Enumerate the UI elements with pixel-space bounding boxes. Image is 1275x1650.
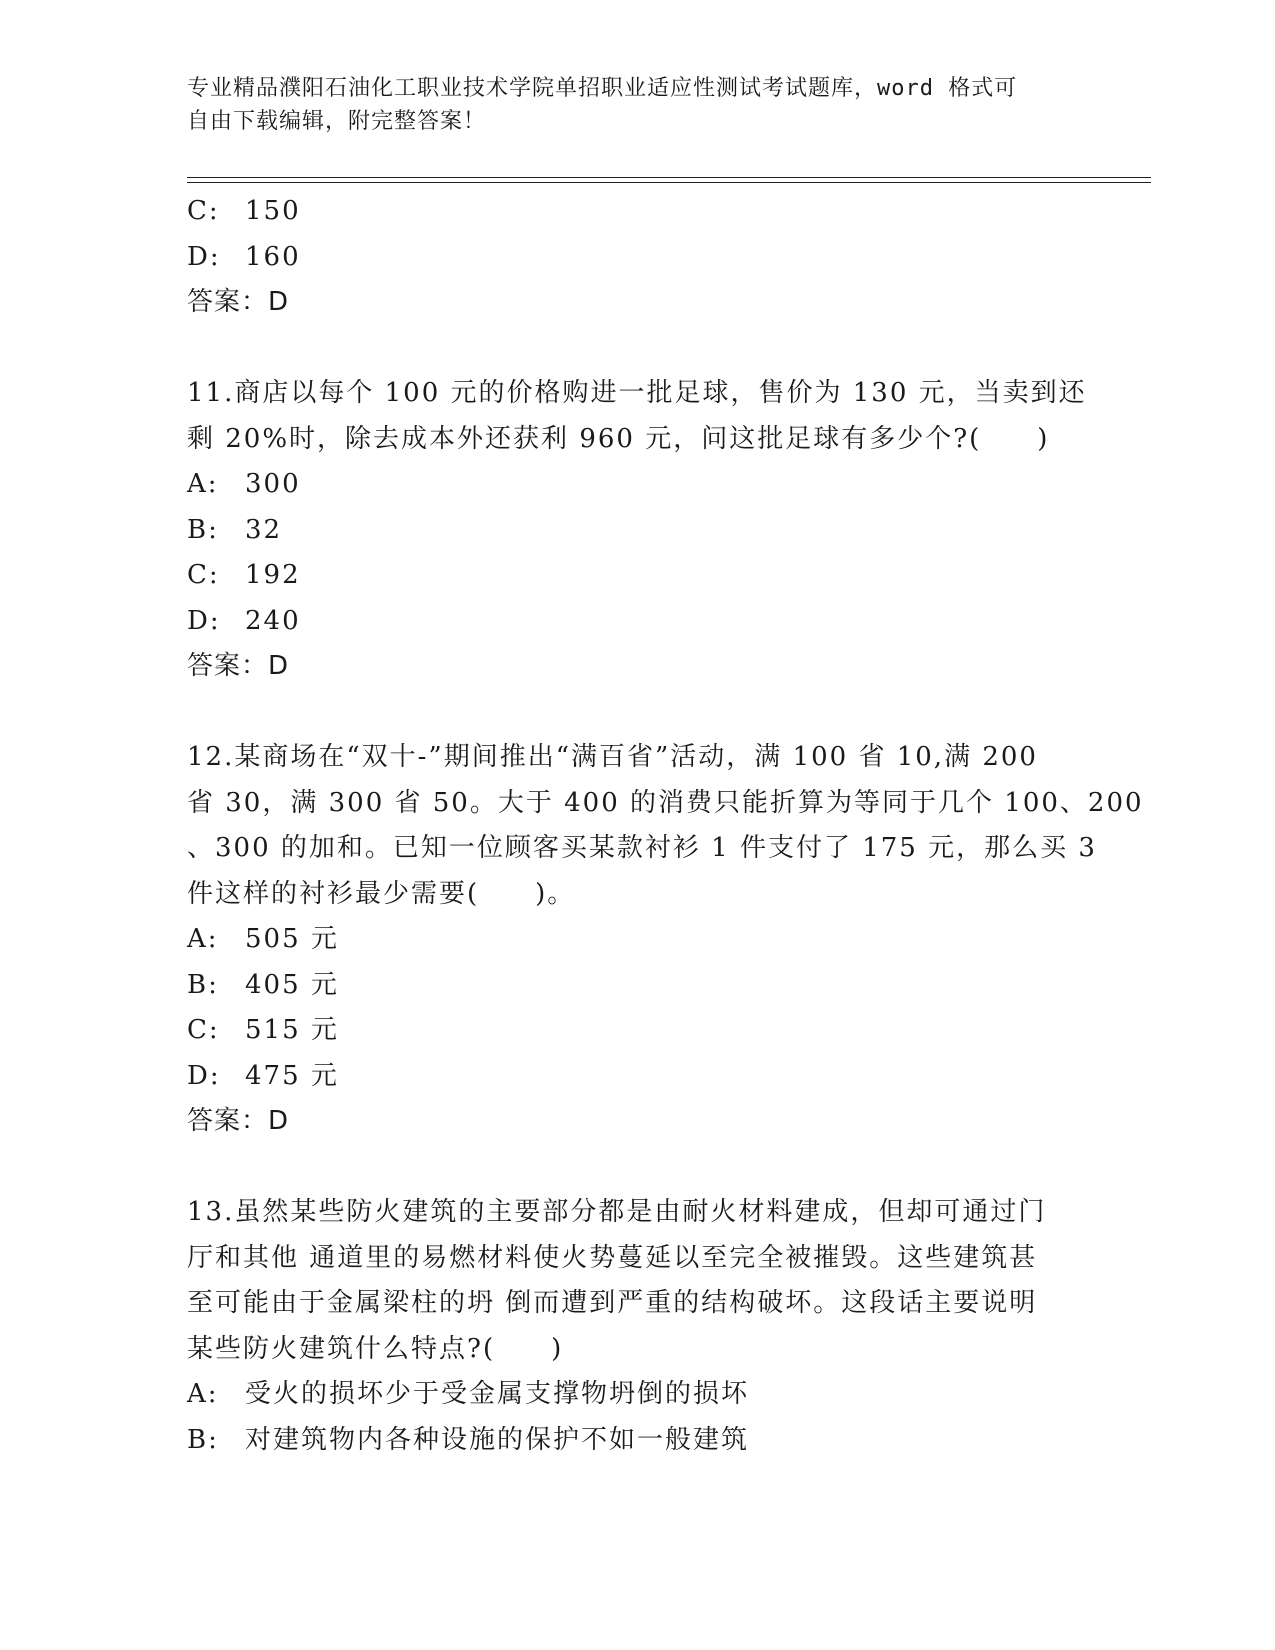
option-b: [187, 1418, 1087, 1464]
header-rule-top: [187, 177, 1151, 178]
answer-line: 答案：D: [187, 651, 290, 681]
option-text: 405 元: [245, 969, 339, 1000]
option-text: 160: [245, 241, 301, 272]
option-text: 240: [245, 605, 301, 636]
question-stem: [187, 735, 1144, 917]
question-13: [187, 1190, 1087, 1463]
spacer: [187, 1145, 1087, 1191]
spacer: [187, 326, 1087, 372]
option-text: 300: [245, 469, 301, 499]
question-stem: [187, 371, 1087, 462]
option-letter: D:: [187, 1060, 221, 1091]
option-d: [187, 599, 1087, 645]
option-text: 150: [245, 196, 301, 226]
question-12: [187, 735, 1144, 1145]
option-text: 475 元: [245, 1060, 339, 1091]
page-header: [187, 72, 1087, 138]
stem-line: 至可能由于金属梁柱的坍 倒而遭到严重的结构破坏。这段话主要说明: [187, 1288, 1038, 1318]
option-text: 515 元: [245, 1015, 339, 1045]
option-letter: B:: [187, 969, 219, 1000]
header-rule-bottom: [187, 182, 1151, 183]
option-letter: B:: [187, 1424, 219, 1455]
option-letter: B:: [187, 514, 219, 545]
option-letter: D:: [187, 605, 221, 636]
option-a: [187, 462, 1087, 508]
option-text: 192: [245, 560, 301, 590]
stem-line: 省 30，满 300 省 50。大于 400 的消费只能折算为等同于几个 100、200: [187, 787, 1144, 818]
option-text: 32: [245, 514, 283, 545]
option-c: [187, 189, 1087, 235]
question-11: [187, 371, 1087, 690]
option-d: [187, 235, 1087, 281]
header-line-2: 自由下载编辑，附完整答案！: [187, 109, 487, 134]
answer-line: 答案：D: [187, 287, 290, 317]
stem-line: 13.虽然某些防火建筑的主要部分都是由耐火材料建成，但却可通过门: [187, 1197, 1047, 1227]
option-letter: C:: [187, 196, 220, 226]
option-a: [187, 917, 1087, 963]
option-letter: D:: [187, 241, 221, 272]
answer-line: 答案：D: [187, 1106, 290, 1136]
stem-line: 件这样的衬衫最少需要( )。: [187, 878, 576, 909]
option-text: 受火的损坏少于受金属支撑物坍倒的损坏: [245, 1379, 750, 1409]
option-letter: A:: [187, 469, 219, 499]
option-letter: C:: [187, 560, 220, 590]
stem-line: 厅和其他 通道里的易燃材料使火势蔓延以至完全被摧毁。这些建筑甚: [187, 1242, 1038, 1273]
option-a: [187, 1372, 1087, 1418]
header-line-1: 专业精品濮阳石油化工职业技术学院单招职业适应性测试考试题库，word 格式可: [187, 76, 1018, 101]
stem-line: 、300 的加和。已知一位顾客买某款衬衫 1 件支付了 175 元，那么买 3: [187, 833, 1097, 863]
option-letter: A:: [187, 1379, 219, 1409]
option-b: [187, 963, 1087, 1009]
option-c: [187, 1008, 1087, 1054]
stem-line: 剩 20%时，除去成本外还获利 960 元，问这批足球有多少个?( ): [187, 423, 1050, 454]
option-text: 505 元: [245, 924, 339, 954]
stem-line: 某些防火建筑什么特点?( ): [187, 1333, 564, 1364]
option-text: 对建筑物内各种设施的保护不如一般建筑: [245, 1424, 750, 1455]
stem-line: 12.某商场在“双十-”期间推出“满百省”活动，满 100 省 10,满 200: [187, 742, 1038, 772]
question-stem: [187, 1190, 1087, 1372]
stem-line: 11.商店以每个 100 元的价格购进一批足球，售价为 130 元，当卖到还: [187, 378, 1087, 408]
option-letter: A:: [187, 924, 219, 954]
document-body: [187, 189, 1144, 1463]
option-d: [187, 1054, 1087, 1100]
option-letter: C:: [187, 1015, 220, 1045]
option-c: [187, 553, 1087, 599]
question-10-tail: [187, 189, 1087, 326]
option-b: [187, 508, 1087, 554]
spacer: [187, 690, 1087, 736]
